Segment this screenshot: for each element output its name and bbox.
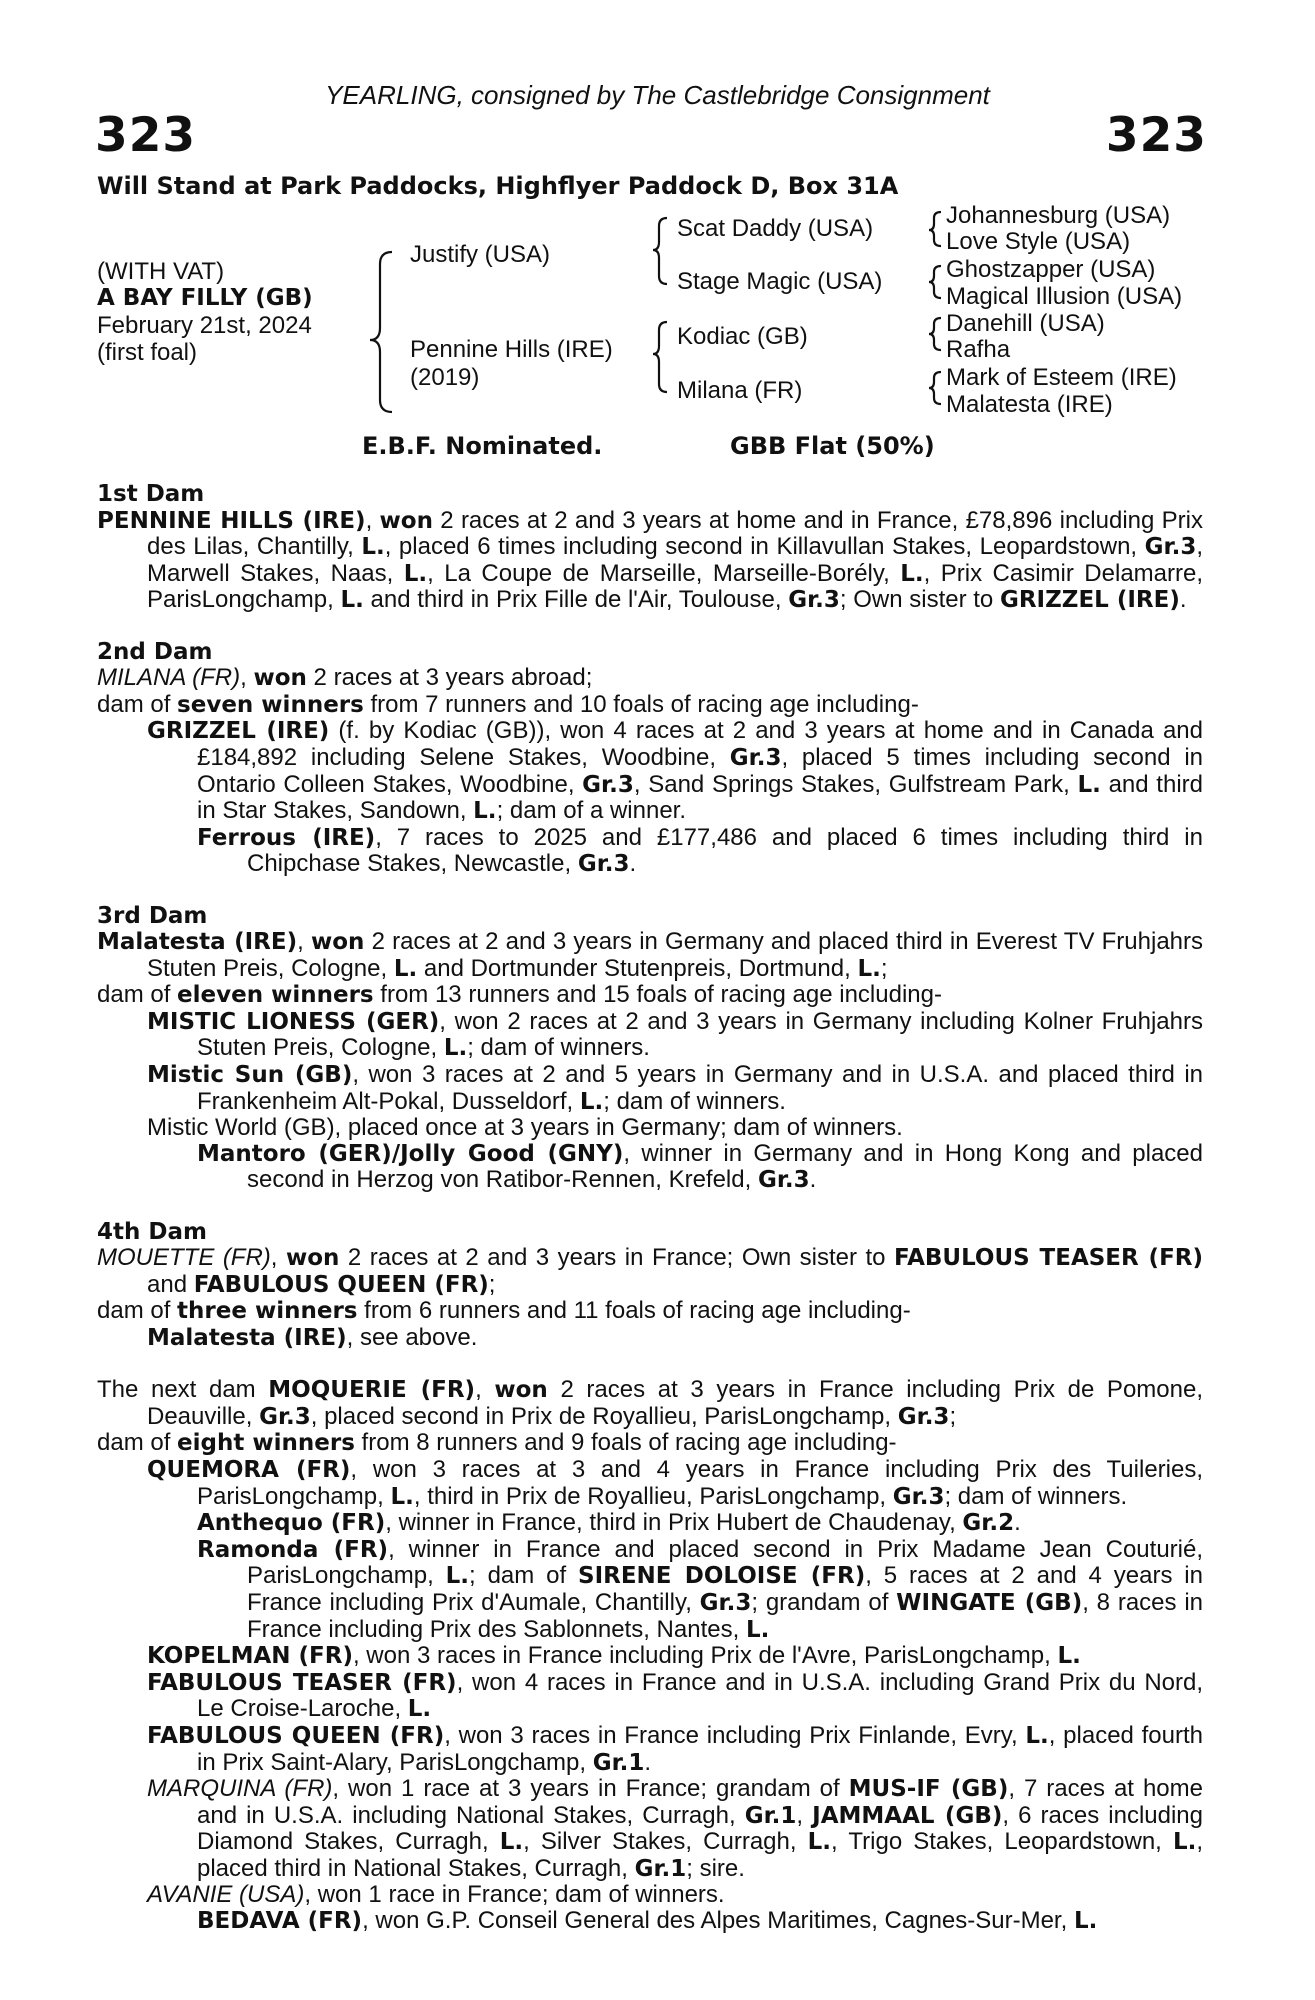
second-dam-entry: MILANA (FR), won 2 races at 3 years abroad; — [97, 664, 593, 692]
dds: Mark of Esteem (IRE) — [946, 364, 1177, 391]
gbb-nomination: GBB Flat (50%) — [730, 432, 935, 460]
dam-sire: Kodiac (GB) — [677, 323, 808, 350]
fourth-dam-produce: dam of three winners from 6 runners and 11 foals of racing age including- — [97, 1297, 911, 1325]
lot-number-right: 323 — [1105, 108, 1207, 163]
stabling-location: Will Stand at Park Paddocks, Highflyer Paddock D, Box 31A — [97, 172, 899, 200]
fourth-dam-heading: 4th Dam — [97, 1218, 207, 1245]
first-dam-entry: PENNINE HILLS (IRE), won 2 races at 2 and 3 years at home and in France, £78,896 including Prix des Lilas, Chantilly, L., placed 6 times including second in Killavullan Stakes, Leopardstown, Gr.3, Marwell Stakes, Naas, L., La Coupe de Marseille, Marseille-Borély, L., Prix Casimir Delamarre, ParisLongchamp, L. and third in Prix Fille de l'Air, Toulouse, Gr.3; Own sister to GRIZZEL (IRE). — [97, 506, 1204, 614]
family-text — [97, 482, 1203, 1935]
ebf-nomination: E.B.F. Nominated. — [362, 432, 603, 460]
first-dam-heading: 1st Dam — [97, 481, 205, 507]
produce-entry: Ferrous (IRE), 7 races to 2025 and £177,486 and placed 6 times including third in Chipchase Stakes, Newcastle, Gr.3. — [197, 823, 1203, 878]
bracket-main-icon — [370, 252, 392, 412]
third-dam-heading: 3rd Dam — [97, 902, 208, 929]
dsd: Rafha — [946, 336, 1011, 363]
produce-entry: Mistic World (GB), placed once at 3 years in Germany; dam of winners. — [147, 1114, 903, 1142]
produce-entry: Anthequo (FR), winner in France, third in Prix Hubert de Chaudenay, Gr.2. — [197, 1509, 1021, 1537]
vat-label: (WITH VAT) — [97, 258, 225, 285]
third-dam-entry: Malatesta (IRE), won 2 races at 2 and 3 years in Germany and placed third in Everest TV Fruhjahrs Stuten Preis, Cologne, L. and Dortmunder Stutenpreis, Dortmund, L.; — [97, 928, 1204, 982]
second-dam-heading: 2nd Dam — [97, 638, 213, 665]
next-dam-entry: The next dam MOQUERIE (FR), won 2 races at 3 years in France including Prix de Pomone, Deauville, Gr.3, placed second in Prix de Royallieu, ParisLongchamp, Gr.3; — [97, 1376, 1203, 1430]
produce-entry: Mistic Sun (GB), won 3 races at 2 and 5 years in Germany and in U.S.A. and placed third in Frankenheim Alt-Pokal, Dusseldorf, L.; dam of winners. — [147, 1061, 1204, 1115]
fourth-dam-entry: MOUETTE (FR), won 2 races at 2 and 3 years in France; Own sister to FABULOUS TEASER (FR) and FABULOUS QUEEN (FR); — [97, 1244, 1203, 1298]
produce-entry: QUEMORA (FR), won 3 races at 3 and 4 years in France including Prix des Tuileries, ParisLongchamp, L., third in Prix de Royallieu, ParisLongchamp, Gr.3; dam of winners. — [147, 1455, 1204, 1510]
bracket-dd-icon — [929, 372, 941, 404]
produce-entry: AVANIE (USA), won 1 race in France; dam of winners. — [147, 1881, 725, 1909]
consignor-line: YEARLING, consigned by The Castlebridge Consignment — [325, 80, 990, 110]
dss: Danehill (USA) — [946, 310, 1105, 337]
bracket-ds-icon — [929, 318, 941, 350]
foal-note: (first foal) — [97, 339, 198, 366]
bracket-ss-icon — [929, 212, 941, 246]
produce-entry: Ramonda (FR), winner in France and placed second in Prix Madame Jean Couturié, ParisLongchamp, L.; dam of SIRENE DOLOISE (FR), 5 races at 2 and 4 years in France including Prix d'Aumale, Chantilly, Gr.3; grandam of WINGATE (GB), 8 races in France including Prix des Sablonnets, Nantes, L. — [197, 1535, 1204, 1643]
produce-entry: FABULOUS QUEEN (FR), won 3 races in France including Prix Finlande, Evry, L., placed fourth in Prix Saint-Alary, ParisLongchamp, Gr.1. — [147, 1721, 1203, 1776]
sss: Johannesburg (USA) — [946, 202, 1171, 229]
ddd: Malatesta (IRE) — [946, 391, 1113, 418]
produce-entry: KOPELMAN (FR), won 3 races in France including Prix de l'Avre, ParisLongchamp, L. — [147, 1642, 1081, 1670]
sire-name: Justify (USA) — [410, 241, 551, 268]
dam-dam: Milana (FR) — [677, 377, 803, 404]
produce-entry: GRIZZEL (IRE) (f. by Kodiac (GB)), won 4 races at 2 and 3 years at home and in Canada and £184,892 including Selene Stakes, Woodbine, Gr.3, placed 5 times including second in Ontario Colleen Stakes, Woodbine, Gr.3, Sand Springs Stakes, Gulfstream Park, L. and third in Star Stakes, Sandown, L.; dam of a winner. — [147, 717, 1204, 825]
produce-entry: MISTIC LIONESS (GER), won 2 races at 2 and 3 years in Germany including Kolner Fruhjahrs Stuten Preis, Cologne, L.; dam of winners. — [147, 1007, 1203, 1062]
foaling-date: February 21st, 2024 — [97, 312, 312, 339]
produce-entry: Malatesta (IRE), see above. — [147, 1324, 478, 1351]
sds: Ghostzapper (USA) — [946, 256, 1156, 283]
ssd: Love Style (USA) — [946, 228, 1131, 255]
third-dam-produce: dam of eleven winners from 13 runners and 15 foals of racing age including- — [97, 981, 942, 1009]
dam-name: Pennine Hills (IRE) — [410, 336, 613, 363]
produce-entry: BEDAVA (FR), won G.P. Conseil General des Alpes Maritimes, Cagnes-Sur-Mer, L. — [197, 1907, 1098, 1935]
produce-entry: Mantoro (GER)/Jolly Good (GNY), winner in Germany and in Hong Kong and placed second in Herzog von Ratibor-Rennen, Krefeld, Gr.3. — [197, 1139, 1203, 1194]
horse-name: A BAY FILLY (GB) — [97, 285, 313, 311]
second-dam-produce: dam of seven winners from 7 runners and 10 foals of racing age including- — [97, 690, 919, 718]
lot-number-left: 323 — [95, 108, 197, 163]
next-dam-produce: dam of eight winners from 8 runners and 9 foals of racing age including- — [97, 1429, 897, 1457]
sdd: Magical Illusion (USA) — [946, 283, 1183, 310]
bracket-dam-icon — [653, 322, 667, 392]
produce-entry: FABULOUS TEASER (FR), won 4 races in France and in U.S.A. including Grand Prix du Nord, Le Croise-Laroche, L. — [147, 1668, 1204, 1723]
dam-year: (2019) — [410, 364, 480, 391]
sire-sire: Scat Daddy (USA) — [677, 215, 874, 242]
produce-entry: MARQUINA (FR), won 1 race at 3 years in France; grandam of MUS-IF (GB), 7 races at home and in U.S.A. including National Stakes, Curragh, Gr.1, JAMMAAL (GB), 6 races including Diamond Stakes, Curragh, L., Silver Stakes, Curragh, L., Trigo Stakes, Leopardstown, L., placed third in National Stakes, Curragh, Gr.1; sire. — [147, 1775, 1204, 1882]
bracket-sd-icon — [929, 266, 941, 298]
sire-dam: Stage Magic (USA) — [677, 268, 883, 295]
bracket-sire-icon — [653, 218, 667, 284]
